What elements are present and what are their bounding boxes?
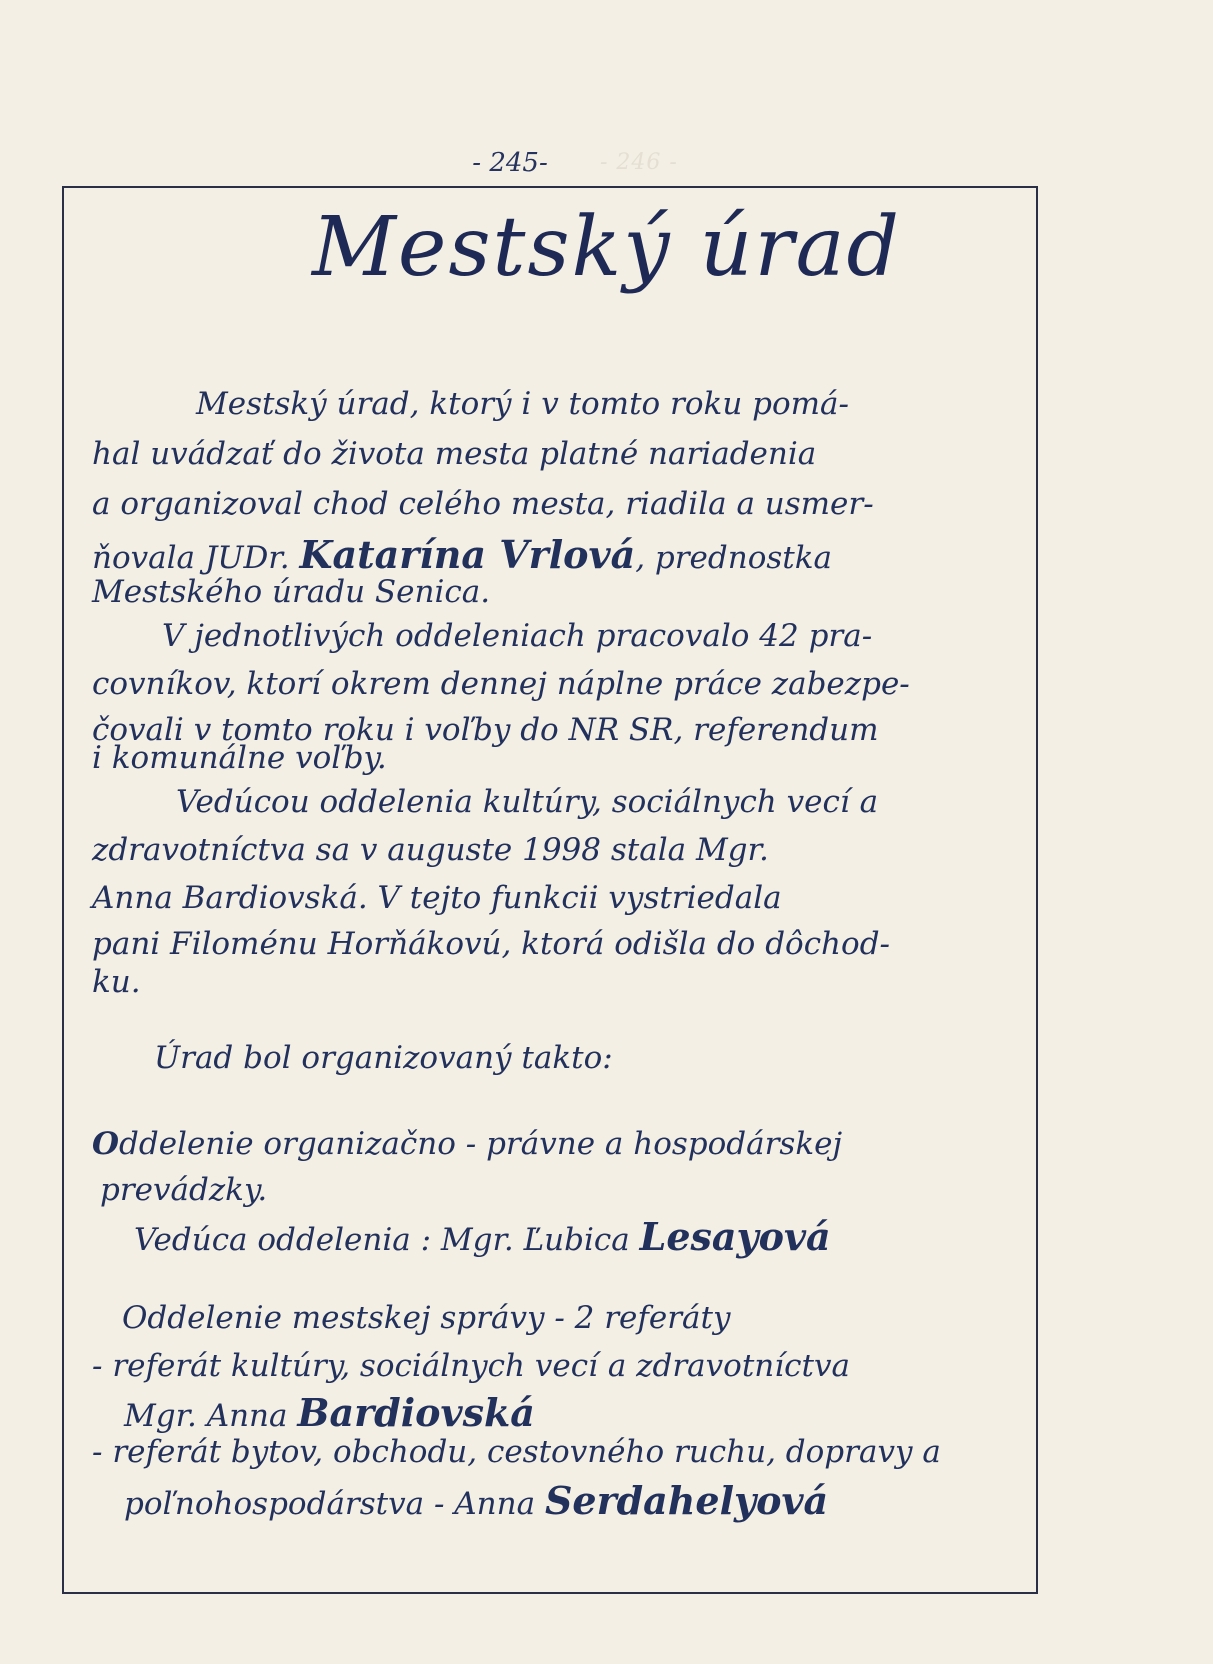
department2-ref1-head <box>124 1390 535 1435</box>
department1-head-label: Vedúca oddelenia : <box>134 1222 432 1258</box>
paragraph2-line4: i komunálne voľby. <box>92 740 387 776</box>
department2-ref1-head-name: Bardiovská <box>297 1390 535 1435</box>
department2-ref2-line2-pre: poľnohospodárstva - Anna <box>124 1486 536 1522</box>
paragraph2-line2: covníkov, ktorí okrem dennej náplne práce zabezpe- <box>92 666 910 702</box>
department1-initial: O <box>92 1126 120 1162</box>
paragraph2-line3: čovali v tomto roku i voľby do NR SR, referendum <box>92 712 879 748</box>
prednostka-name: Katarína Vrlová <box>299 532 636 577</box>
paragraph3-line1: Vedúcou oddelenia kultúry, sociálnych vecí a <box>176 784 879 820</box>
paragraph1-line2: hal uvádzať do života mesta platné nariadenia <box>92 436 817 472</box>
paragraph3-line5: ku. <box>92 964 141 1000</box>
department2-ref1: - referát kultúry, sociálnych vecí a zdravotníctva <box>92 1348 850 1384</box>
department1-head <box>134 1214 831 1259</box>
page-number: - 245- <box>472 148 548 178</box>
department1-head-title: Mgr. Ľubica <box>440 1222 630 1258</box>
department1-name-rest: ddelenie organizačno - právne a hospodárskej <box>119 1126 843 1162</box>
department2-ref2-line1: - referát bytov, obchodu, cestovného ruchu, dopravy a <box>92 1434 941 1470</box>
department2-ref2-line2 <box>124 1478 828 1523</box>
paragraph1-line4 <box>92 532 832 577</box>
paragraph1-line4-pre: ňovala <box>92 540 196 576</box>
structure-intro: Úrad bol organizovaný takto: <box>154 1040 613 1076</box>
page-title: Mestský úrad <box>311 200 902 295</box>
paragraph1-line3: a organizoval chod celého mesta, riadila a usmer- <box>92 486 874 522</box>
paragraph1-line4-post: , prednostka <box>635 540 833 576</box>
department1-head-name: Lesayová <box>639 1214 831 1259</box>
department1-name-line2: prevádzky. <box>100 1172 268 1208</box>
paragraph1-line1: Mestský úrad, ktorý i v tomto roku pomá- <box>196 386 849 422</box>
paragraph2-line1: V jednotlivých oddeleniach pracovalo 42 pra- <box>162 618 873 654</box>
paragraph1-line5: Mestského úradu Senica. <box>92 574 491 610</box>
bleed-through-text: - 246 - <box>600 150 678 175</box>
paragraph1-line4-title: JUDr. <box>204 540 290 576</box>
paragraph3-line2: zdravotníctva sa v auguste 1998 stala Mgr. <box>92 832 769 868</box>
paragraph3-line3: Anna Bardiovská. V tejto funkcii vystriedala <box>92 880 782 916</box>
department1-name <box>92 1126 842 1162</box>
department2-ref2-head-name: Serdahelyová <box>544 1478 829 1523</box>
paragraph3-line4: pani Filoménu Horňákovú, ktorá odišla do dôchod- <box>92 926 891 962</box>
department2-name: Oddelenie mestskej správy - 2 referáty <box>122 1300 731 1336</box>
department2-ref1-head-title: Mgr. Anna <box>124 1398 288 1434</box>
